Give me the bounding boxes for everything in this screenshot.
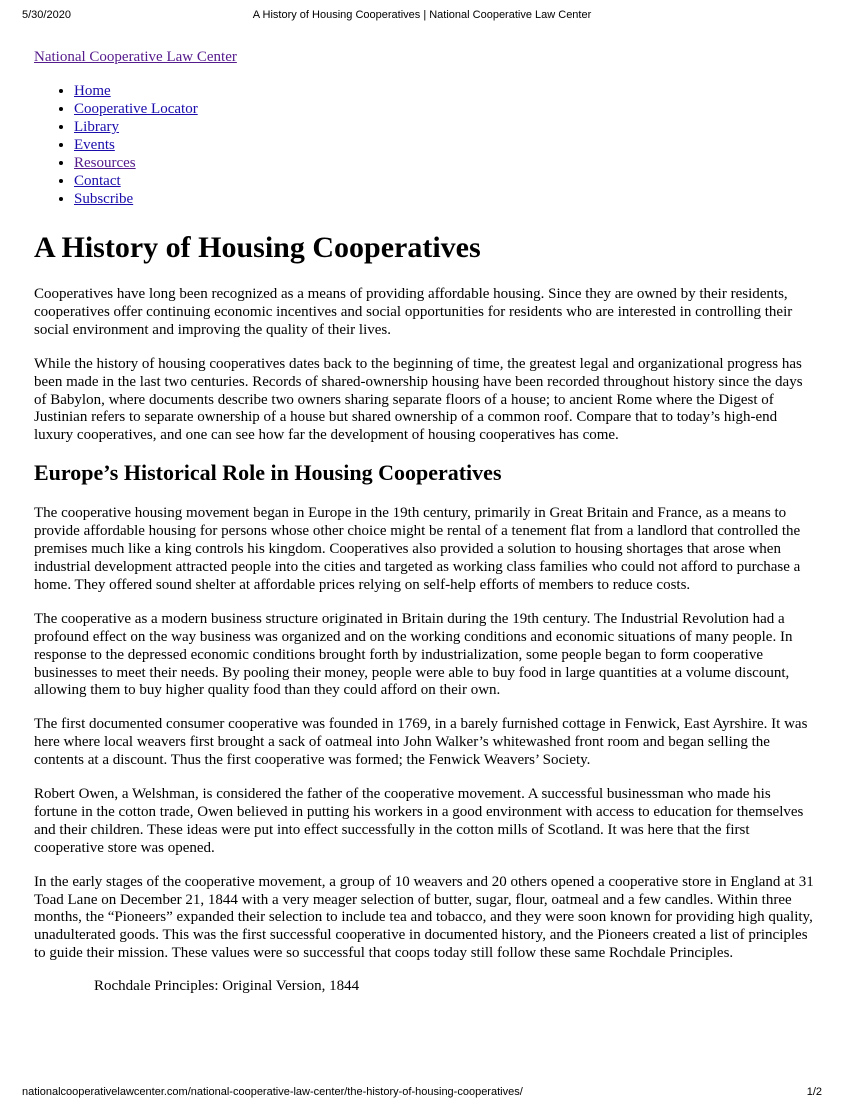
- section-heading: Europe’s Historical Role in Housing Cooperatives: [34, 460, 502, 486]
- section-paragraph: The first documented consumer cooperative was founded in 1769, in a barely furnished cottage in Fenwick, East Ayrshire. It was here where local weavers first brought a sack of oatmeal into John Walker’s whitewashed front room and began selling the contents at a discount. Thus the first cooperative was formed; the Fenwick Weavers’ Society.: [34, 716, 808, 769]
- section-paragraph: Robert Owen, a Welshman, is considered the father of the cooperative movement. A successful businessman who made his fortune in the cotton trade, Owen believed in putting his workers in a good environment with access to education for themselves and their children. These ideas were put into effect successfully in the cotton mills of Scotland. It was here that the first cooperative store was opened.: [34, 786, 804, 856]
- nav-link-contact[interactable]: Contact: [74, 173, 121, 189]
- intro-paragraph: Cooperatives have long been recognized as a means of providing affordable housing. Since they are owned by their residents, cooperatives offer continuing economic incentives and social opportunities for residents who are interested in controlling their social environment and improving the quality of their lives.: [34, 286, 793, 338]
- print-date: 5/30/2020: [22, 9, 71, 21]
- nav-item-events: [74, 136, 814, 154]
- nav-link-subscribe[interactable]: Subscribe: [74, 191, 134, 207]
- nav-item-home: [74, 82, 814, 100]
- nav-item-cooperative-locator: [74, 100, 814, 118]
- print-page-title: A History of Housing Cooperatives | National Cooperative Law Center: [252, 9, 592, 21]
- nav-link-home[interactable]: Home: [74, 83, 111, 99]
- intro-paragraph: While the history of housing cooperatives dates back to the beginning of time, the greatest legal and organizational progress has been made in the last two centuries. Records of shared-ownership housing have been recorded throughout history since the days of Babylon, where documents describe two owners sharing separate floors of a house; to ancient Rome where the Digest of Justinian refers to separate ownership of a house but shared ownership of a common roof. Compare that to today’s high-end luxury cooperatives, and one can see how far the development of housing cooperatives has come.: [34, 355, 803, 444]
- section-paragraph: The cooperative as a modern business structure originated in Britain during the 19th century. The Industrial Revolution had a profound effect on the way business was organized and on the working conditions and economic situations of many people. In response to the depressed economic conditions brought forth by industrialization, some people began to form cooperative businesses to meet their needs. By pooling their money, people were able to buy food in large quantities at a volume discount, allowing them to buy higher quality food than they could afford on their own.: [34, 610, 793, 699]
- nav-link-cooperative-locator[interactable]: Cooperative Locator: [74, 101, 198, 117]
- nav-item-subscribe: [74, 190, 814, 208]
- nav-item-library: [74, 118, 814, 136]
- principles-caption: Rochdale Principles: Original Version, 1844: [94, 978, 360, 995]
- nav-item-contact: [74, 172, 814, 190]
- site-title-link[interactable]: National Cooperative Law Center: [34, 49, 237, 65]
- nav-item-resources: [74, 154, 814, 172]
- main-nav: [34, 82, 814, 208]
- print-page-number: 1/2: [806, 1086, 822, 1098]
- print-url: nationalcooperativelawcenter.com/national-cooperative-law-center/the-history-of-housing-cooperatives/: [22, 1086, 523, 1098]
- section-paragraph: The cooperative housing movement began in Europe in the 19th century, primarily in Great Britain and France, as a means to provide affordable housing for persons whose other choice might be rental of a tenement flat from a landlord that controlled the premises much like a king controls his kingdom. Cooperatives also provided a solution to housing shortages that arose when industrial development attracted people into the cities and targeted as working class families who could not afford to purchase a home. They offered sound shelter at affordable prices relying on self-help efforts of members to reduce costs.: [34, 505, 801, 593]
- page-title: A History of Housing Cooperatives: [34, 231, 481, 264]
- nav-link-resources[interactable]: Resources: [74, 155, 136, 171]
- print-header: [0, 9, 844, 23]
- page-content: [34, 48, 814, 995]
- section-paragraph: In the early stages of the cooperative movement, a group of 10 weavers and 20 others opened a cooperative store in England at 31 Toad Lane on December 21, 1844 with a very meager selection of butter, sugar, flour, oatmeal and a few candles. Within three months, the “Pioneers” expanded their selection to include tea and tobacco, and they were soon known for providing high quality, unadulterated goods. This was the first successful cooperative in documented history, and the Pioneers created a list of principles to guide their mission. These values were so successful that coops today still follow these same Rochdale Principles.: [34, 873, 814, 962]
- nav-link-library[interactable]: Library: [74, 119, 119, 135]
- nav-link-events[interactable]: Events: [74, 137, 115, 153]
- print-footer: [0, 1086, 844, 1100]
